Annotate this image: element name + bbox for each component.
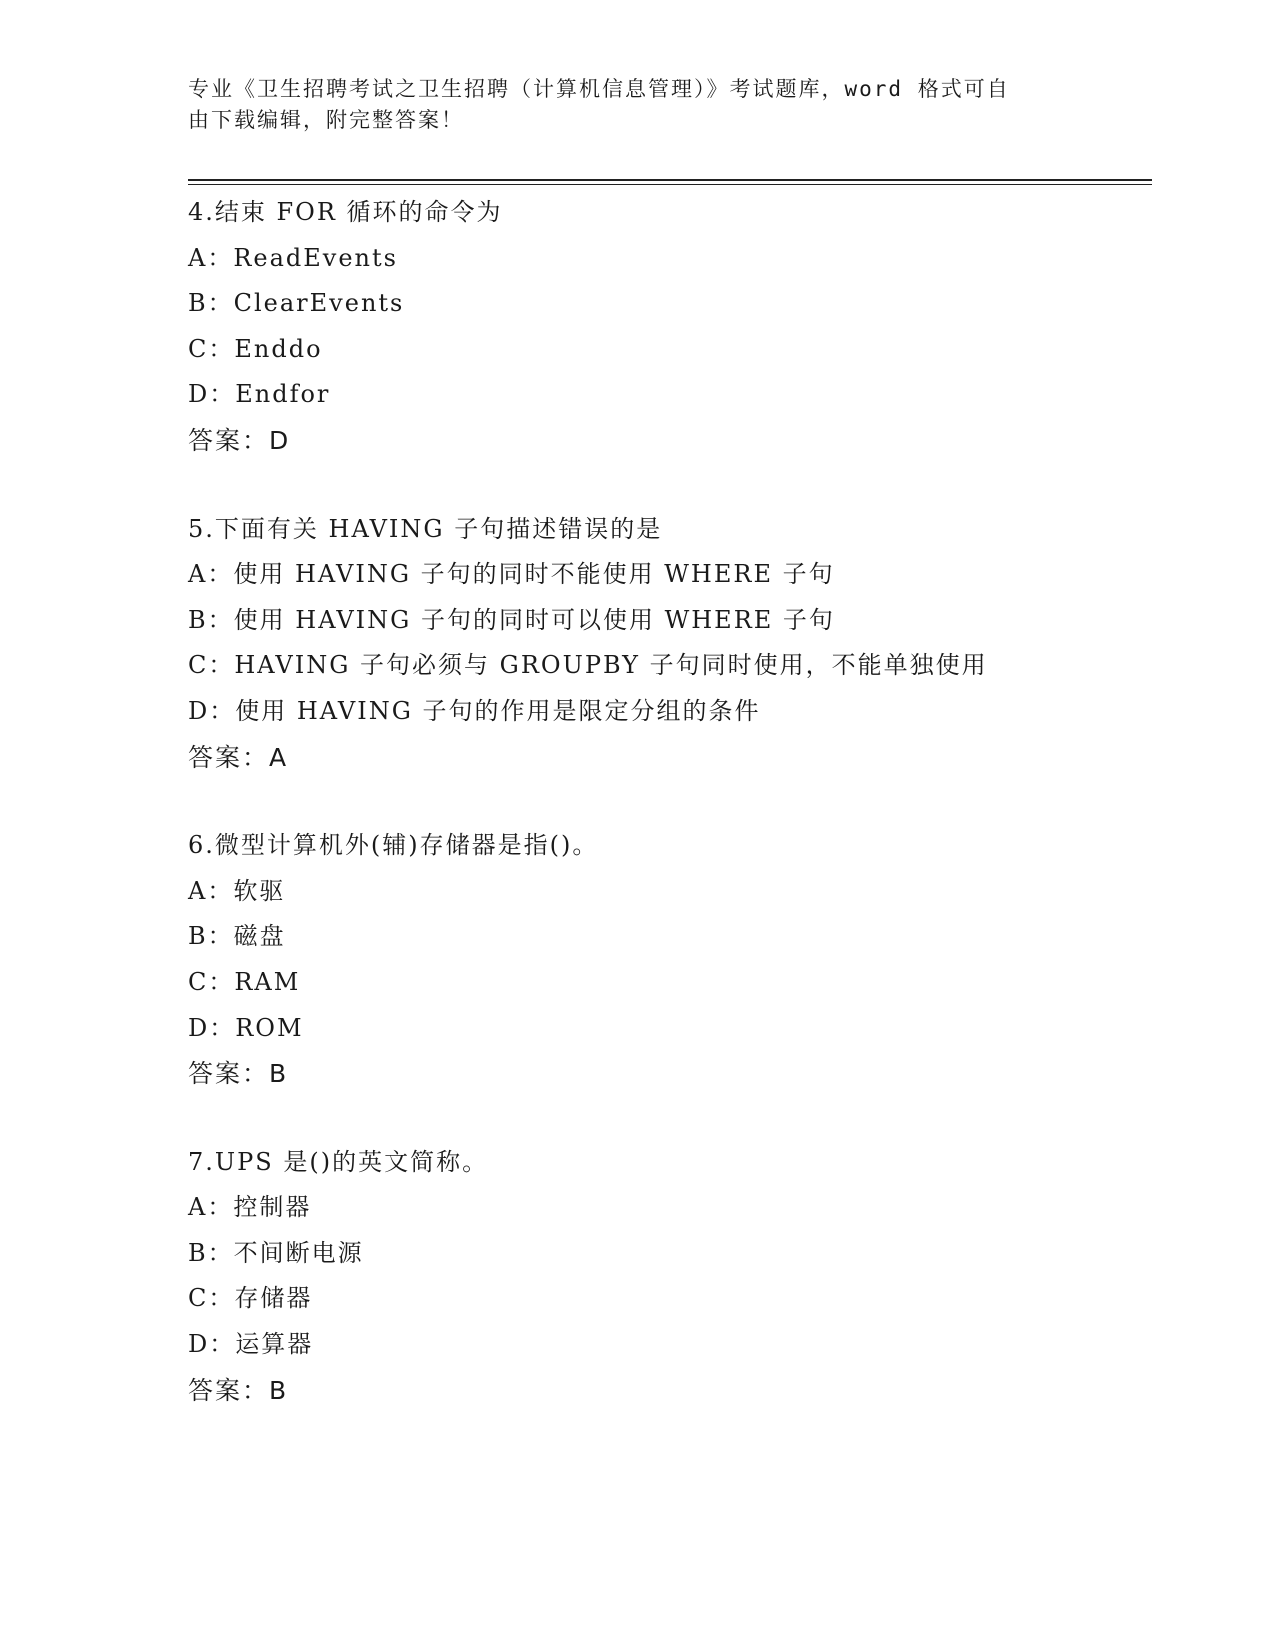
question-6 xyxy=(188,823,1152,1097)
option-a: A：软驱 xyxy=(188,876,286,905)
divider-thin xyxy=(188,184,1152,185)
option-b: B：不间断电源 xyxy=(188,1238,364,1267)
question-list xyxy=(188,190,1152,1456)
question-4 xyxy=(188,190,1152,464)
intro-line-1: 专业《卫生招聘考试之卫生招聘（计算机信息管理）》考试题库，word 格式可自 xyxy=(188,77,1010,101)
question-7 xyxy=(188,1140,1152,1414)
option-b: B：ClearEvents xyxy=(188,289,405,318)
option-c: C：HAVING 子句必须与 GROUPBY 子句同时使用，不能单独使用 xyxy=(188,651,988,680)
answer-label: 答案：A xyxy=(188,742,289,772)
option-b: B：使用 HAVING 子句的同时可以使用 WHERE 子句 xyxy=(188,605,835,634)
intro-line-2: 由下载编辑，附完整答案！ xyxy=(188,108,464,132)
option-c: C：存储器 xyxy=(188,1284,313,1313)
question-stem: 5.下面有关 HAVING 子句描述错误的是 xyxy=(188,514,663,543)
option-c: C：RAM xyxy=(188,967,301,996)
answer-label: 答案：D xyxy=(188,425,291,455)
option-a: A：控制器 xyxy=(188,1193,312,1222)
option-d: D：ROM xyxy=(188,1013,304,1042)
question-stem: 7.UPS 是()的英文简称。 xyxy=(188,1147,489,1176)
option-d: D：Endfor xyxy=(188,380,331,409)
question-stem: 6.微型计算机外(辅)存储器是指()。 xyxy=(188,831,599,860)
answer-label: 答案：B xyxy=(188,1059,289,1089)
option-a: A：使用 HAVING 子句的同时不能使用 WHERE 子句 xyxy=(188,560,835,589)
option-d: D：运算器 xyxy=(188,1330,314,1359)
answer-label: 答案：B xyxy=(188,1375,289,1405)
question-stem: 4.结束 FOR 循环的命令为 xyxy=(188,198,503,226)
option-a: A：ReadEvents xyxy=(188,243,398,272)
option-b: B：磁盘 xyxy=(188,922,286,951)
document-intro xyxy=(188,74,1068,136)
option-d: D：使用 HAVING 子句的作用是限定分组的条件 xyxy=(188,696,761,725)
divider-thick xyxy=(188,179,1152,181)
question-5 xyxy=(188,507,1152,781)
option-c: C：Enddo xyxy=(188,334,323,363)
